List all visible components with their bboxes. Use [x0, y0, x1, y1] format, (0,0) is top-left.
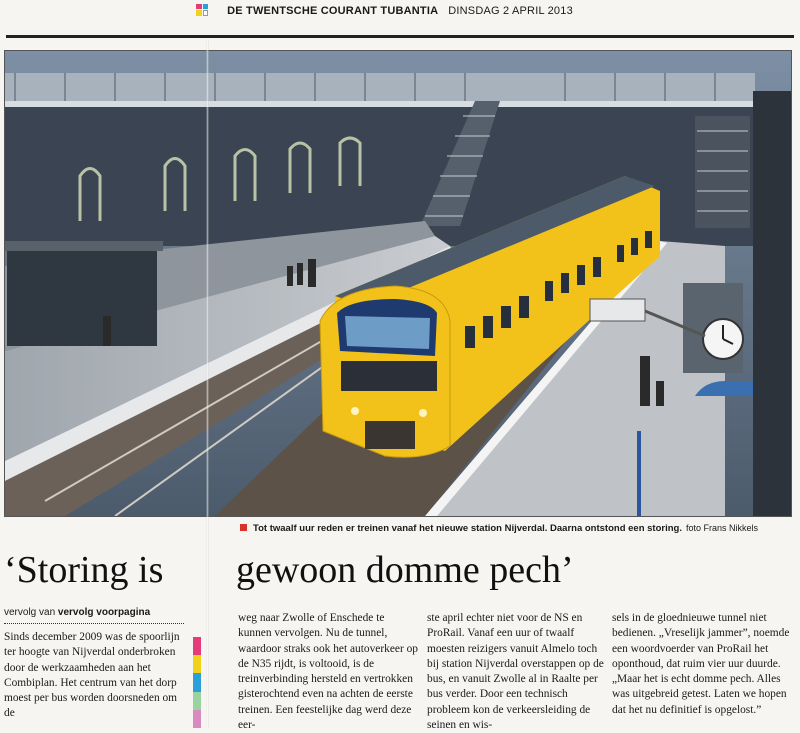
article-column-1 — [4, 630, 184, 722]
continuation-kicker — [4, 605, 184, 624]
kicker-prefix: vervolg van — [4, 607, 58, 618]
headline-part-2: gewoon domme pech’ — [236, 549, 574, 591]
column-1-text: Sinds december 2009 was de spoorlijn ter hoogte van Nijverdal onderbroken door de werkzaamheden aan het Combiplan. Het centrum van het dorp moest per bus worden doorsneden om de — [4, 631, 180, 720]
photo-credit: foto Frans Nikkels — [685, 523, 759, 533]
masthead — [0, 0, 800, 22]
newspaper-name: DE TWENTSCHE COURANT TUBANTIA — [227, 5, 439, 17]
article-column-2 — [238, 611, 418, 733]
column-4-text: sels in de gloednieuwe tunnel niet bedienen. „Vreselijk jammer”, noemde een woordvoerder van ProRail het oponthoud, dat ruim vier uur duurde. „Maar het is echt domme pech. Alles was uitgebreid getest. Laten we hopen dat het nu definitief is opgelost.” — [612, 612, 790, 716]
station-photo — [4, 50, 792, 517]
photo-caption — [240, 520, 796, 536]
kicker-source: vervolg voorpagina — [57, 607, 151, 618]
caption-text: Tot twaalf uur reden er treinen vanaf het nieuwe station Nijverdal. Daarna ontstond een storing. — [253, 523, 682, 534]
column-2-text: weg naar Zwolle of Enschede te kunnen vervolgen. Nu de tunnel, waardoor straks ook het autoverkeer op de N35 rijdt, is voltooid, is de treinverbinding hersteld en vertrokken gisterochtend even na achten de eerste treinen. Een feestelijke dag werd deze eer- — [238, 612, 418, 732]
article-column-3 — [427, 611, 607, 733]
column-3-text: ste april echter niet voor de NS en ProRail. Vanaf een uur of twaalf moesten reizigers vanuit Almelo toch bij station Nijverdal overstappen op de bus, en vanuit Zwolle al in Raalte per bus verder. Door een technisch probleem kon de verkeersleiding de seinen en wis- — [427, 612, 604, 732]
page-fold — [206, 40, 209, 728]
issue-date: DINSDAG 2 APRIL 2013 — [448, 5, 573, 17]
article-column-4 — [612, 611, 792, 718]
headline-part-1: ‘Storing is — [4, 549, 164, 591]
color-bar — [193, 637, 201, 728]
color-registration-icon — [196, 4, 208, 16]
header-rule — [6, 35, 794, 38]
clock-icon — [683, 283, 743, 373]
caption-marker — [240, 524, 247, 531]
